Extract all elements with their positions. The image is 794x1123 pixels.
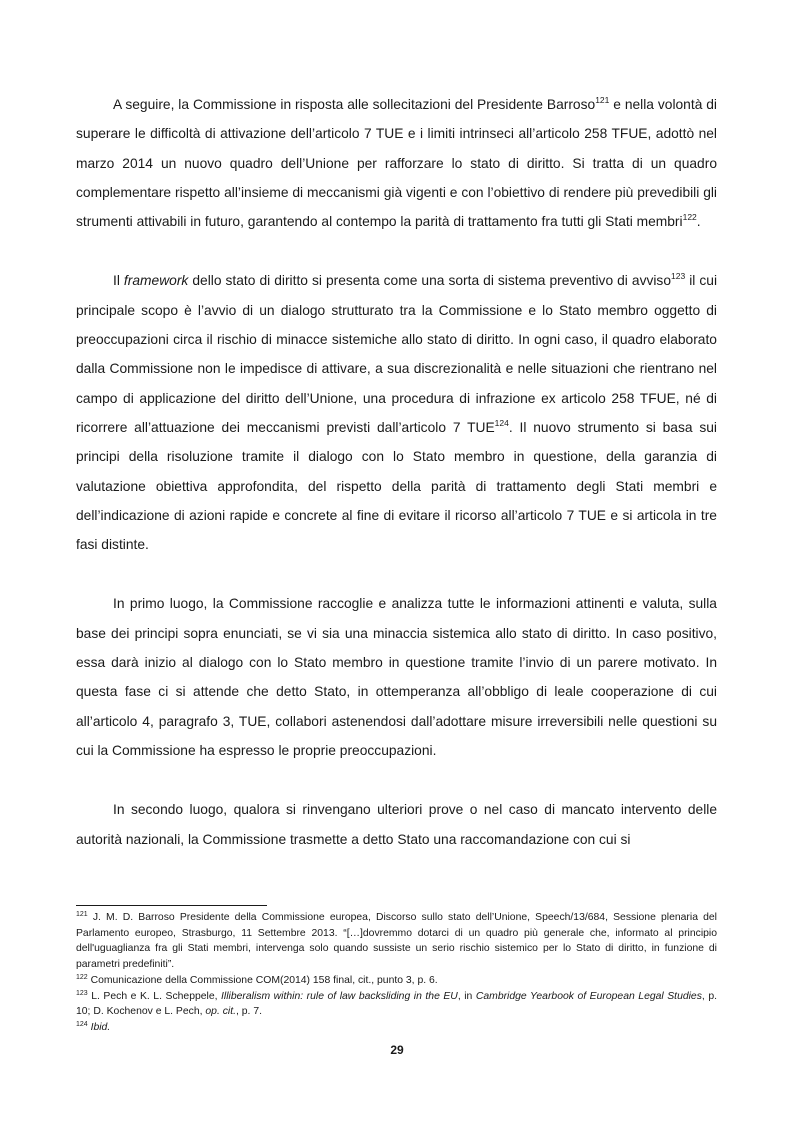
body-paragraph — [76, 795, 717, 854]
italic-text: Cambridge Yearbook of European Legal Studies — [475, 990, 702, 1002]
footnote-separator — [76, 905, 267, 906]
text-run: e nella volontà di superare le difficoltà di attivazione dell’articolo 7 TUE e i limiti intrinseci all’articolo 258 TFUE, adottò nel marzo 2014 un nuovo quadro dell’Unione per rafforzare lo stato di diritto. Si tratta di un quadro complementare rispetto all’insieme di meccanismi già vigenti e con l’obiettivo di rendere più prevedibili gli strumenti attivabili in futuro, garantendo al contempo la parità di trattamento fra tutti gli Stati membri — [76, 97, 717, 230]
text-run: , p. 7. — [236, 1006, 262, 1018]
text-run: . Il nuovo strumento si basa sui principi della risoluzione tramite il dialogo con lo Stato membro in questione, della garanzia di valutazione obiettiva approfondita, del rispetto della parità di trattamento degli Stati membri e dell’indicazione di azioni rapide e concrete al fine di evitare il ricorso all’articolo 7 TUE e si articola in tre fasi distinte. — [76, 419, 718, 553]
text-run: Il — [113, 273, 124, 289]
italic-text: op. cit. — [205, 1006, 236, 1018]
page-number: 29 — [390, 1043, 404, 1057]
footnote-reference: 121 — [595, 95, 610, 105]
footnote-reference: 123 — [76, 989, 88, 997]
footnotes — [76, 910, 717, 1036]
footnote-reference: 122 — [76, 973, 88, 981]
footnote — [76, 1020, 717, 1036]
italic-text: framework — [123, 273, 189, 289]
text-run: Comunicazione della Commissione COM(2014) 158 final, cit., punto 3, p. 6. — [87, 974, 438, 986]
text-run: L. Pech e K. L. Scheppele, — [87, 990, 222, 1002]
text-run: , in — [457, 990, 476, 1002]
text-run: J. M. D. Barroso Presidente della Commissione europea, Discorso sullo stato dell’Unione, Speech/13/684, Sessione plenaria del Parlamento europeo, Strasburgo, 11 Settembre 2013. “[…]dovremmo dotarci di un quadro più generale che, informato al principio dell'uguaglianza fra gli Stati membri, intervenga solo quando sussiste un serio rischio sistemico per lo Stato di diritto, in funzione di parametri predefiniti”. — [76, 912, 717, 971]
body-paragraph — [76, 589, 717, 765]
footnote-reference: 123 — [671, 271, 686, 282]
footnote — [76, 973, 717, 989]
text-run: dello stato di diritto si presenta come una sorta di sistema preventivo di avviso — [188, 273, 672, 289]
text-run: il cui principale scopo è l’avvio di un dialogo strutturato tra la Commissione e lo Stato membro oggetto di preoccupazioni circa il rischio di minacce sistemiche allo stato di diritto. In ogni caso, il quadro elaborato dalla Commissione non le impedisce di attivare, a sua discrezionalità e nelle situazioni che rientrano nel campo di applicazione del diritto dell’Unione, una procedura di infrazione ex articolo 258 TFUE, né di ricorrere all’attuazione dei meccanismi previsti dall’articolo 7 TUE — [76, 273, 718, 435]
footnote-reference: 121 — [76, 911, 88, 918]
footnote — [76, 910, 717, 973]
footnote-reference: 122 — [682, 212, 697, 223]
footnote-reference: 124 — [76, 1020, 88, 1028]
footnote — [76, 989, 717, 1020]
text-run: In secondo luogo, qualora si rinvengano ulteriori prove o nel caso di mancato intervento delle autorità nazionali, la Commissione trasmette a detto Stato una raccomandazione con cui si — [76, 802, 717, 847]
text-run: . — [696, 214, 701, 230]
italic-text: Illiberalism within: rule of law backsliding in the EU — [221, 990, 458, 1002]
body-paragraph — [76, 266, 717, 559]
text-run: In primo luogo, la Commissione raccoglie e analizza tutte le informazioni attinenti e valuta, sulla base dei principi sopra enunciati, se vi sia una minaccia sistemica allo stato di diritto. In caso positivo, essa darà inizio al dialogo con lo Stato membro in questione tramite l’invio di un parere motivato. In questa fase ci si attende che detto Stato, in ottemperanza all’obbligo di leale cooperazione di cui all’articolo 4, paragrafo 3, TUE, collabori astenendosi dall’adottare misure irreversibili nelle questioni su cui la Commissione ha espresso le proprie preoccupazioni. — [76, 596, 717, 758]
italic-text: Ibid. — [90, 1021, 111, 1033]
footnote-reference: 124 — [494, 417, 509, 428]
text-run: A seguire, la Commissione in risposta alle sollecitazioni del Presidente Barroso — [113, 97, 596, 112]
text-run: , p. 10; D. Kochenov e L. Pech, — [76, 990, 717, 1018]
body-text — [76, 90, 717, 854]
body-paragraph — [76, 90, 717, 236]
